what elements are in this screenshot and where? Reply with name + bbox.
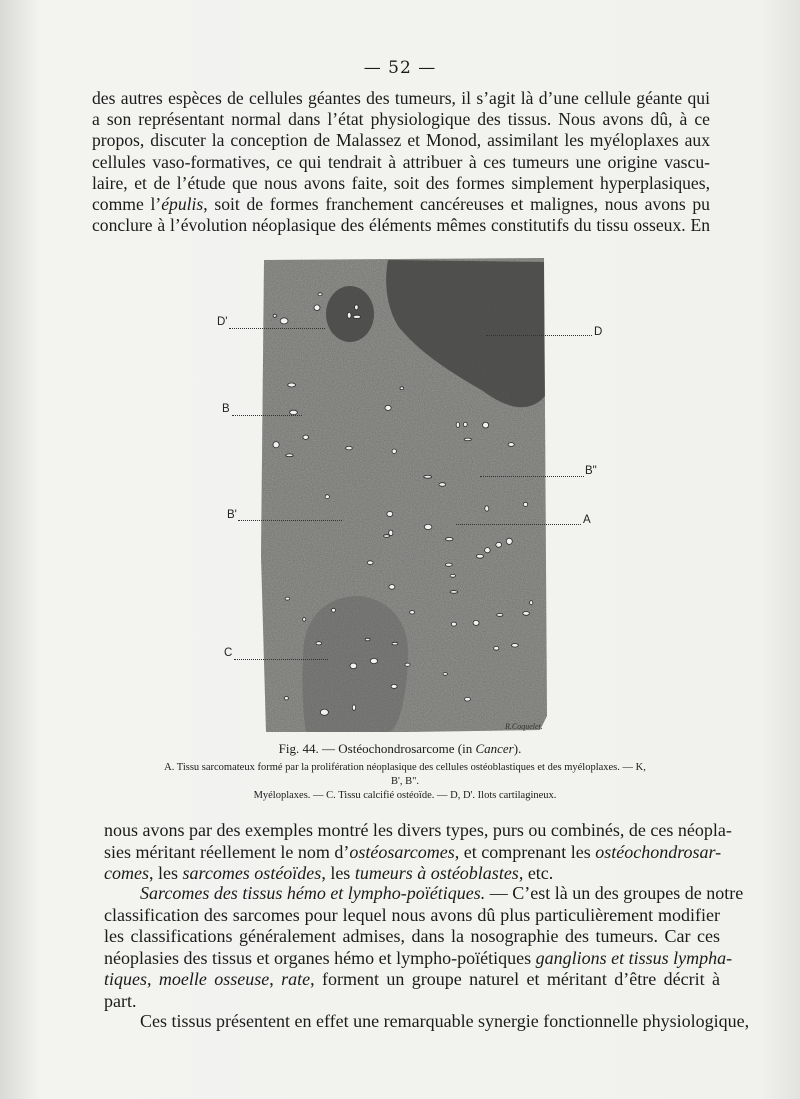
label-b: B [222,403,230,415]
lacuna-mark [385,405,391,410]
text-line: Ces tissus présentent en effet une remarquable synergie fonctionnelle physiologique, [140,1011,750,1031]
lacuna-mark [355,305,359,310]
lacuna-mark [384,535,390,538]
text-run: , les [321,863,355,883]
paragraph-4 [104,1011,750,1033]
text-run: néoplasies des tissus et organes hémo et lympho-poïétiques [104,947,536,968]
lacuna-mark [280,318,288,324]
leader-b-double [480,476,584,477]
lacuna-mark [405,663,410,666]
lacuna-mark [410,611,415,614]
label-a: A [583,514,591,526]
lacuna-mark [392,642,398,645]
text-run: comme l’ [92,194,162,215]
leader-d-prime [229,328,325,329]
lacuna-mark [288,383,296,387]
illustrator-signature: R.Coquelet. [505,722,543,731]
figure-caption-body [160,761,650,803]
italic-term: rate [281,969,311,989]
lacuna-mark [320,709,328,715]
text-run: , forment un groupe naturel et méritant d’être décrit à [310,969,720,989]
lacuna-mark [439,483,446,487]
lacuna-mark [506,538,512,544]
lacuna-mark [530,601,533,605]
lacuna-mark [392,449,396,453]
leader-b-prime [238,520,342,521]
page-number: — 52 — [363,58,437,78]
text-line [104,969,720,991]
text-line: les classifications généralement admises, dans la nosographie des tumeurs. Car ces [104,926,720,946]
text-line: laire, et de l’étude que nous avons faite, soit des formes simplement hyperplasiques, [92,172,710,193]
lacuna-mark [353,315,361,318]
label-d-prime: D' [217,316,228,328]
leader-d [486,335,592,336]
lacuna-mark [485,506,489,511]
lacuna-mark [314,305,320,311]
caption-line: Myéloplaxes. — C. Tissu calcifié ostéoïde. — D, D'. Ilots cartilagineux. [253,790,557,801]
lacuna-mark [523,612,530,616]
histology-figure [217,256,603,734]
lacuna-mark [450,574,455,577]
label-b-double: B" [585,465,597,477]
lacuna-mark [485,548,491,553]
lacuna-mark [350,663,357,669]
lacuna-mark [303,435,309,439]
italic-term: épulis [161,194,204,215]
text-run: — C’est là un des groupes de notre [485,883,744,903]
text-line: propos, discuter la conception de Malassez et Monod, assimilant les myéloplaxes aux [92,130,710,151]
lacuna-mark [316,642,322,645]
lacuna-mark [332,608,336,612]
lacuna-mark [464,438,471,441]
lacuna-mark [352,705,355,710]
italic-term: ostéochondrosar- [595,841,722,862]
paragraph-3 [104,883,744,1012]
lacuna-mark [508,443,514,447]
section-heading-italic: Sarcomes des tissus hémo et lympho-poïétiques. [140,883,486,903]
text-line: conclure à l’évolution néoplasique des éléments mêmes constitutifs du tissu osseux. En [92,215,710,236]
leader-b [232,415,302,416]
italic-term: tumeurs à ostéoblastes [354,863,519,883]
lacuna-mark [391,684,397,688]
text-line: nous avons par des exemples montré les divers types, purs ou combinés, de ces néopla- [104,820,732,840]
lacuna-mark [512,644,519,648]
lacuna-mark [284,697,288,700]
lacuna-mark [463,422,467,426]
lacuna-mark [450,591,458,594]
lacuna-mark [286,454,293,457]
figure-caption-title [0,741,800,757]
italic-term: tiques [104,969,147,989]
label-b-prime: B' [227,509,237,521]
text-line: classification des sarcomes pour lequel nous avons dû plus particulièrement modifier [104,904,720,925]
lacuna-mark [285,597,290,600]
text-run: , [269,969,282,989]
text-line [104,842,720,864]
lacuna-mark [494,646,499,650]
label-c: C [224,647,233,659]
label-d: D [594,326,603,338]
lacuna-mark [365,638,370,641]
lacuna-mark [523,502,527,506]
text-line [104,947,733,970]
caption-title-suffix: ). [513,741,522,756]
text-run: , et comprenant les [454,841,596,862]
lacuna-mark [451,622,456,626]
lacuna-mark [443,673,447,676]
lacuna-mark [346,446,353,449]
lacuna-mark [389,585,395,590]
text-line-epulis [92,194,710,215]
text-line [104,863,720,885]
caption-title-prefix: Fig. 44. — Ostéochondrosarcome (in [278,741,476,756]
italic-term: ganglions et tissus lympha- [535,947,733,968]
lacuna-mark [473,620,479,625]
text-line: part. [104,990,137,1011]
text-line: cellules vaso-formatives, ce qui tendrait à attribuer à ces tumeurs une origine vascu- [92,151,710,172]
lacuna-mark [303,618,306,622]
lacuna-mark [476,554,483,558]
lacuna-mark [424,524,432,529]
italic-term: comes [104,863,149,883]
lacuna-mark [273,442,279,448]
lacuna-mark [465,697,471,701]
italic-term: moelle osseuse [158,969,270,989]
text-line [104,883,744,905]
text-run: , etc. [518,863,554,883]
lacuna-mark [290,410,298,414]
lacuna-mark [483,422,489,428]
lacuna-mark [273,314,276,317]
lacuna-mark [497,614,503,617]
text-line: a son représentant normal dans l’état physiologique des tissus. Nous avons dû, à ce [92,109,710,130]
leader-c [234,659,328,660]
caption-title-italic: Cancer [475,741,514,756]
lacuna-mark [456,422,459,427]
text-run: sies méritant réellement le nom d’ [104,841,350,862]
lacuna-mark [318,293,322,296]
text-run: , les [148,863,183,883]
lacuna-mark [347,312,351,318]
lacuna-mark [496,542,502,547]
italic-term: ostéosarcomes [349,841,455,862]
lacuna-mark [325,495,329,499]
lacuna-mark [370,658,377,663]
text-run: , [147,969,159,989]
italic-term: sarcomes ostéoïdes [182,863,322,883]
paragraph-2 [104,820,732,885]
paragraph-1 [92,88,710,236]
lacuna-mark [367,561,373,565]
lacuna-mark [445,563,452,566]
lacuna-mark [400,387,404,390]
caption-line: A. Tissu sarcomateux formé par la prolifération néoplasique des cellules ostéoblastiques et des myéloplaxes. — K, B', B". [164,762,646,787]
lacuna-mark [389,530,393,536]
text-run: , soit de formes franchement cancéreuses et malignes, nous avons pu [203,194,710,215]
lacuna-mark [424,475,432,478]
leader-a [456,524,581,525]
text-line: des autres espèces de cellules géantes des tumeurs, il s’agit là d’une cellule géante qui [92,88,710,108]
lacuna-mark [387,512,393,517]
lacuna-mark [446,538,454,541]
